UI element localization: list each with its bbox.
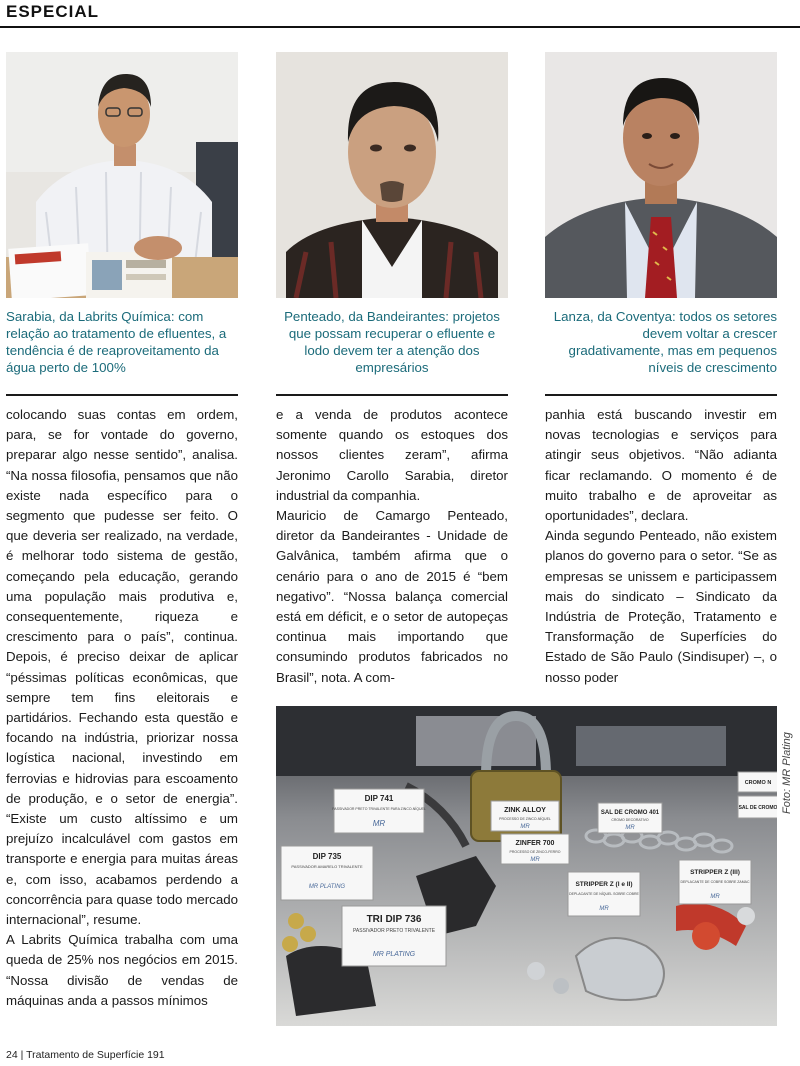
label-title: STRIPPER Z (III) xyxy=(690,869,740,876)
caption-divider xyxy=(6,394,238,396)
label-brand: MR xyxy=(372,819,386,828)
label-brand: MR xyxy=(710,894,720,900)
label-brand: MR xyxy=(530,857,540,863)
label-title: DIP 741 xyxy=(364,794,394,803)
label-card-dip741 xyxy=(332,789,426,833)
label-card-dip735 xyxy=(281,846,373,900)
label-card-saldecromo401 xyxy=(598,803,662,833)
label-card-cromo-n xyxy=(738,772,777,792)
label-brand: MR xyxy=(520,824,530,830)
label-title: SAL DE CROMO xyxy=(738,805,777,811)
label-brand: MR xyxy=(625,825,635,831)
label-card-sal-de-cromo xyxy=(738,796,777,818)
label-sub: DEPLACANTE DE COBRE SOBRE ZAMAC xyxy=(680,880,750,884)
section-title: ESPECIAL xyxy=(6,2,100,21)
label-card-stripper-z1 xyxy=(568,872,640,916)
photo-caption-lanza: Lanza, da Coventya: todos os setores devem voltar a crescer gradativamente, mas em pequenos níveis de crescimento xyxy=(553,309,777,375)
label-title: SAL DE CROMO 401 xyxy=(600,810,660,816)
label-title: ZINK ALLOY xyxy=(504,807,546,814)
label-card-zinkalloy xyxy=(491,801,559,831)
label-brand: MR PLATING xyxy=(372,951,416,958)
product-display-photo xyxy=(276,706,777,1026)
portrait-photo-sarabia xyxy=(6,52,238,298)
label-sub: PASSIVADOR PRETO TRIVALENTE PARA ZINCO-NÍQUEL xyxy=(332,807,426,811)
footer-separator: | xyxy=(20,1049,24,1061)
label-sub: CROMO DECORATIVO xyxy=(611,818,649,822)
article-column-3 xyxy=(545,405,777,695)
label-sub: PASSIVADOR AMARELO TRIVALENTE xyxy=(291,864,363,869)
article-paragraph: A Labrits Química trabalha com uma queda de 25% nos negócios em 2015. “Nossa divisão de vendas de máquinas anda a passos mínimos xyxy=(6,932,238,1008)
label-card-stripper-z3 xyxy=(679,860,751,904)
caption-divider xyxy=(276,394,508,396)
caption-divider xyxy=(545,394,777,396)
portrait-photo-penteado xyxy=(276,52,508,298)
label-card-zinfer700 xyxy=(501,834,569,864)
article-paragraph: colocando suas contas em ordem, para, se for vontade do governo, preparar algo nesse sentido”, analisa. “Na nossa filosofia, pensamos que não existe nada específico para o segmento que pudesse ser feito. O que deveria ser realizado, na verdade, é melhorar todo sistema de gestão, começando pela educação, gerando uma população mais produtiva e, consequentemente, riqueza e crescimento para o país”, continua. Depois, é preciso deixar de aplicar “péssimas políticas econômicas, que sempre tem fins eleitorais e partidários. Fechando esta questão e focando na indústria, priorizar nossa logística nacional, investindo em ferrovias e hidrovias para escoamento de produção, e o setor de energia”. “Existe um custo altíssimo e um prejuízo incalculável com gastos em transporte e energia para muitas áreas e, com isso, acabamos perdendo a concorrência para quase todo mercado internacional”, resume. xyxy=(6,407,238,928)
article-column-2 xyxy=(276,405,508,695)
article-paragraph: e a venda de produtos acontece somente quando os estoques dos nossos clientes zeram”, afirma Jeronimo Carollo Sarabia, diretor industrial da companhia. xyxy=(276,407,508,503)
label-title: DIP 735 xyxy=(312,852,342,861)
header-rule xyxy=(0,26,800,28)
label-brand: MR PLATING xyxy=(308,884,346,890)
label-sub: PASSIVADOR PRETO TRIVALENTE xyxy=(352,928,436,934)
label-sub: PROCESSO DE ZINCO-FERRO xyxy=(509,850,561,854)
portrait-photo-lanza xyxy=(545,52,777,298)
article-paragraph: Mauricio de Camargo Penteado, diretor da Bandeirantes - Unidade de Galvânica, também afirma que o cenário para o ano de 2015 é “bem negativo”. “Nossa balança comercial está em déficit, e o setor de autopeças continua mais importando que consumindo produtos fabricados no Brasil”, nota. A com- xyxy=(276,508,508,685)
article-paragraph: panhia está buscando investir em novas tecnologias e serviços para atingir seus objetivos. “Não adianta ficar reclamando. O momento é de muito trabalho e de aproveitar as oportunidades”, declara. xyxy=(545,407,777,524)
photo-caption-sarabia: Sarabia, da Labrits Química: com relação ao tratamento de efluentes, a tendência é de reaproveitamento da água perto de 100% xyxy=(6,309,227,375)
label-title: ZINFER 700 xyxy=(515,840,555,847)
label-title: CROMO N xyxy=(744,780,772,786)
photo-caption-penteado: Penteado, da Bandeirantes: projetos que possam recuperar o efluente e lodo devem ter a atenção dos empresários xyxy=(284,309,500,375)
label-sub: DEPLACANTE DE NÍQUEL SOBRE COBRE xyxy=(569,892,639,896)
magazine-name: Tratamento de Superfície 191 xyxy=(26,1049,165,1061)
page-number: 24 xyxy=(6,1049,18,1061)
photo-credit-text: Foto: MR Plating xyxy=(781,732,793,814)
label-title: STRIPPER Z (I e II) xyxy=(575,881,633,888)
label-sub: PROCESSO DE ZINCO-NÍQUEL xyxy=(499,817,551,821)
label-title: TRI DIP 736 xyxy=(366,914,422,925)
label-card-tridip736 xyxy=(342,906,446,966)
article-paragraph: Ainda segundo Penteado, não existem planos do governo para o setor. “Se as empresas se unissem e participassem mais do sindicato – Sindicato da Indústria de Proteção, Tratamento e Transformação de Superfícies do Estado de São Paulo (Sindisuper) –, o nosso poder xyxy=(545,528,777,685)
label-brand: MR xyxy=(599,906,609,912)
page-footer xyxy=(6,1049,165,1061)
photo-credit xyxy=(781,706,797,816)
article-column-1 xyxy=(6,405,238,1035)
